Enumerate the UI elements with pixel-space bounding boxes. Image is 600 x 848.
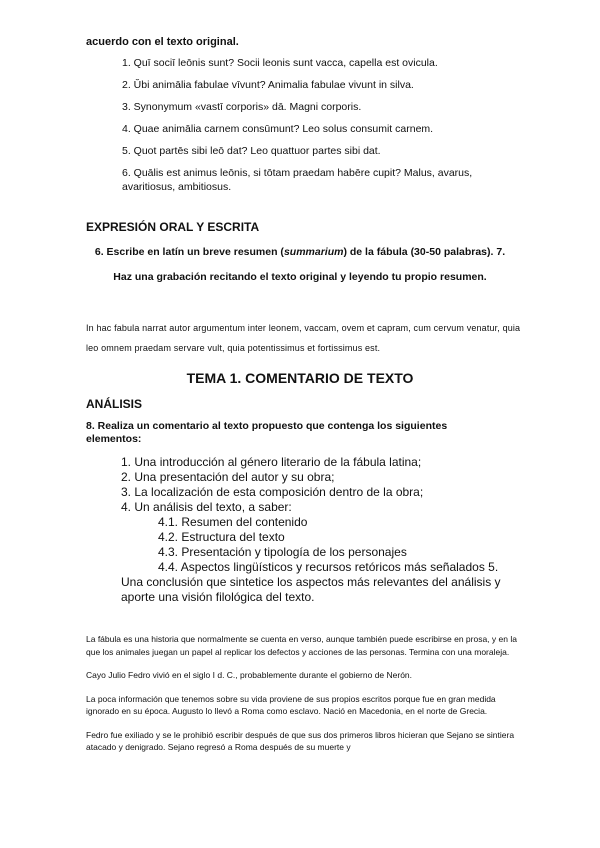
task-text-a: 6. Escribe en latín un breve resumen ( (94, 246, 284, 258)
commentary-paragraph: La poca información que tenemos sobre su vida proviene de sus propios escritos porque fue en gran medida ignorado en su época. Augusto lo llevó a Roma como esclavo. Nació en Macedonia, en el norte de Grecia. (86, 693, 496, 716)
commentary-paragraph: Fedro fue exiliado y se le prohibió escribir después de que sus dos primeros libros hicieran que Sejano se sintiera atacado y denigrado. Sejano regresó a Roma después de su muerte y (86, 729, 515, 752)
oral-section-title: EXPRESIÓN ORAL Y ESCRITA (86, 220, 260, 234)
element-subitem: 4.3. Presentación y tipología de los personajes (158, 545, 407, 559)
conclusion-item: Una conclusión que sintetice los aspectos más relevantes del análisis y aporte una visión filológica del texto. (121, 575, 501, 604)
element-item: 1. Una introducción al género literario de la fábula latina; (121, 455, 422, 469)
elements-list (121, 455, 521, 605)
qa-item: 4. Quae animālia carnem consūmunt? Leo solus consumit carnem. (122, 123, 434, 135)
qa-item: 3. Synonymum «vastī corporis» dā. Magni corporis. (122, 101, 362, 113)
commentary-section (86, 633, 526, 765)
question-answer-list (122, 56, 522, 194)
qa-item: 2. Ŭbi animālia fabulae vīvunt? Animalia fabulae vivunt in silva. (122, 79, 414, 91)
qa-item: 5. Quot partēs sibi leō dat? Leo quattuor partes sibi dat. (122, 145, 381, 157)
element-subitem: 4.1. Resumen del contenido (158, 515, 308, 529)
task-text-b: ) de la fábula (30-50 palabras). 7. Haz una grabación recitando el texto original y leyendo tu propio resumen. (113, 246, 506, 283)
task-emphasis: summarium (283, 246, 344, 258)
element-item: 3. La localización de esta composición dentro de la obra; (121, 485, 424, 499)
commentary-paragraph: Cayo Julio Fedro vivió en el siglo I d. C., probablemente durante el gobierno de Nerón. (86, 670, 413, 680)
element-item: 4. Un análisis del texto, a saber: (121, 500, 292, 514)
task-instructions (90, 240, 510, 290)
element-subitem: 4.4. Aspectos lingüísticos y recursos retóricos más señalados 5. (158, 560, 499, 574)
element-item: 2. Una presentación del autor y su obra; (121, 470, 335, 484)
analisis-heading: ANÁLISIS (86, 397, 143, 411)
qa-item: 6. Quālis est animus leōnis, si tōtam praedam habēre cupit? Malus, avarus, avaritiosus, ambitiosus. (122, 167, 473, 193)
question-8: 8. Realiza un comentario al texto propuesto que contenga los siguientes elementos: (86, 420, 448, 445)
qa-item: 1. Quī sociī leōnis sunt? Socii leonis sunt vacca, capella est ovicula. (122, 57, 438, 69)
element-subitem: 4.2. Estructura del texto (158, 530, 285, 544)
latin-summary: In hac fabula narrat autor argumentum inter leonem, vaccam, ovem et capram, cum cervum venatur, quia leo omnem praedam servare vult, quia potentissimus et fortissimus est. (86, 323, 521, 353)
tema-title: TEMA 1. COMENTARIO DE TEXTO (186, 370, 414, 386)
intro-line: acuerdo con el texto original. (86, 36, 239, 48)
commentary-paragraph: La fábula es una historia que normalmente se cuenta en verso, aunque también puede escribirse en prosa, y en la que los animales juegan un papel al replicar los defectos y acciones de las personas. Termina con una moraleja. (86, 634, 517, 657)
